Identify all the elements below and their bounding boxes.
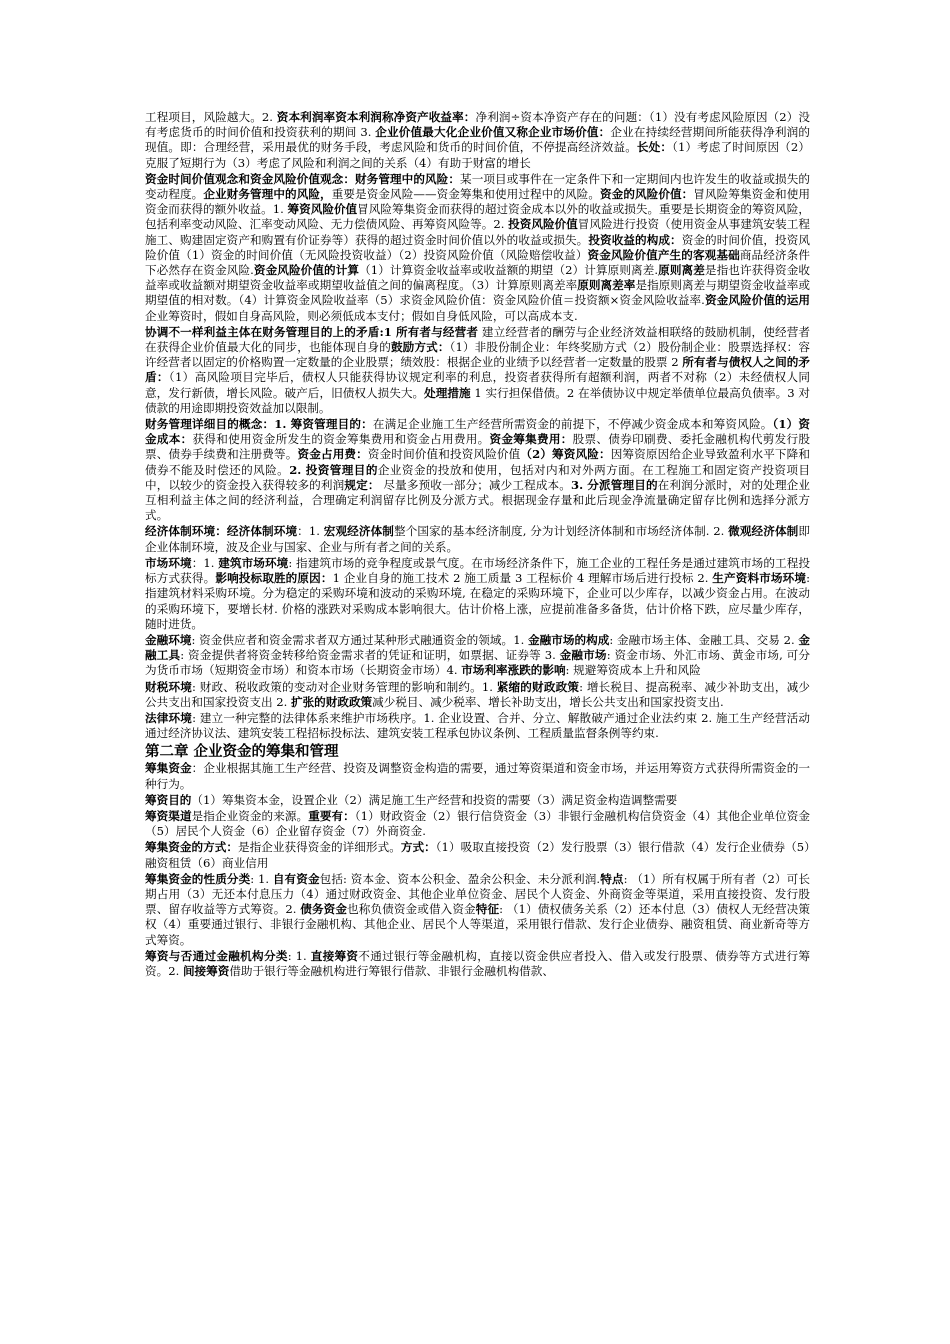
- text-run: 股票、债券印刷费、委托金融机构代剪发行股票、债券手续费和注册费等。: [145, 432, 810, 462]
- bold-term: 市场利率涨跌的影响: [461, 663, 566, 678]
- paragraph-q6: [145, 949, 810, 979]
- paragraph-q5: [145, 872, 810, 948]
- bold-term: 筹资与否通过金融机构分类: [145, 948, 288, 963]
- bold-term: 2. 投资管理目的: [289, 462, 378, 477]
- bold-term: 处理措施: [424, 385, 471, 400]
- bold-term: 重要有：: [308, 808, 355, 823]
- text-run: 某一项目或事件在一定条件下和一定期间内也许发生的收益或损失的变动程度。: [145, 171, 810, 202]
- bold-term: 原则离差: [658, 263, 705, 278]
- bold-term: 资金的风险价值：: [600, 187, 694, 202]
- text-run: : 金融市场主体、金融工具、交易 2.: [609, 632, 799, 647]
- text-run: 1 企业自身的施工技术 2 施工质量 3 工程标价 4 理解市场后进行投标 2.: [332, 571, 713, 586]
- text-run: （1）筹集资本金，设置企业（2）满足施工生产经营和投资的需要（3）满足资金构造调整需要: [191, 792, 678, 807]
- text-run: : 建立一种完整的法律体系来维护市场秩序。1. 企业设置、合并、分立、解散破产通过企业法约束 2. 施工生产经营活动通过经济协议法、建筑安装工程招标投标法、建筑安装工程承包协议条例、工程质量监督条例等约束.: [145, 710, 810, 741]
- bold-term: 经济体制环境：经济体制环境: [145, 524, 298, 539]
- text-run: 冒风险进行投资（使用资金从事建筑安装工程施工、购建固定资产和购置有价证券等）获得的超过资金时间价值以外的收益或损失。: [145, 217, 810, 247]
- text-run: 即企业体制环境，波及企业与国家、企业与所有者之间的关系。: [145, 524, 810, 554]
- bold-term: （1）资金成本：: [145, 417, 810, 447]
- text-run: 企业筹资时，假如自身高风险，则必须低成本支付；假如自身低风险，可以高成本支.: [145, 308, 578, 323]
- bold-term: 特征: [475, 902, 500, 917]
- bold-term: 扩张的财政政策: [290, 694, 373, 709]
- paragraph-q3: [145, 809, 810, 839]
- text-run: ：1.: [297, 524, 324, 539]
- text-run: 商品经济条件下必然存在资金风险.: [145, 247, 810, 278]
- bold-term: 生产资料市场环境: [712, 571, 807, 586]
- text-run: : （1）所有权属于所有者（2）可长期占用（3）无还本付息压力（4）通过财政资金、其他企业单位资金、居民个人资金、外商资金等渠道，采用直接投资、发行股票、留存收益等方式筹资。2.: [145, 871, 810, 917]
- text-run: （1）高风险项目完毕后，债权人只能获得协议规定利率的利息，投资者获得所有超额利润，两者不对称（2）未经债权人同意，发行新债，增长风险。破产后，旧债权人损失大。: [145, 370, 810, 400]
- bold-term: 筹资渠道: [145, 808, 192, 823]
- text-run: 借助于银行等金融机构进行筹银行借款、非银行金融机构借款、: [229, 963, 554, 978]
- bold-term: 筹资目的: [145, 792, 192, 807]
- bold-term: 投资收益的构成：: [588, 232, 682, 247]
- text-run: 资金的时间价值，投资风险价值（1）资金的时间价值（无风险投资收益）（2）投资风险价值（风险赔偿收益）: [145, 232, 810, 262]
- text-run: 工程项目，风险越大。2.: [145, 110, 277, 124]
- bold-term: （2）筹资风险：: [520, 447, 611, 462]
- text-run: 建立经营者的酬劳与企业经济效益相联络的鼓励机制，使经营者在获得企业价值最大化的同步，也能体现自身的: [145, 324, 811, 355]
- bold-term: 筹集资金的性质分类: [145, 871, 251, 886]
- bold-term: 筹集资金的方式：: [145, 840, 239, 855]
- bold-term: 宏观经济体制: [323, 524, 394, 539]
- text-run: ：1.: [191, 555, 219, 570]
- text-run: : 资金市场、外汇市场、黄金市场, 可分为货币市场（短期资金市场）和资本市场（长期资金市场）4.: [145, 648, 810, 678]
- bold-term: 规定：: [344, 477, 380, 492]
- text-run: 冒风险筹集资金和使用资金而获得的额外收益。1.: [145, 187, 810, 217]
- paragraph-p7: [145, 633, 810, 679]
- text-run: 1 实行担保借债。2 在举债协议中规定举债单位最高负债率。3 对债款的用途即期投资效益加以限制。: [145, 385, 810, 415]
- text-run: （1）财政资金（2）银行信贷资金（3）非银行金融机构信贷资金（4）其他企业单位资金（5）居民个人资金（6）企业留存资金（7）外商资金.: [145, 808, 810, 839]
- bold-term: 资金风险价值的计算: [253, 263, 360, 278]
- bold-term: 特点: [600, 871, 624, 886]
- text-run: （1）考虑了时间原因（2）克服了短期行为（3）考虑了风险和利润之间的关系（4）有助于财富的增长: [145, 140, 810, 170]
- text-run: 资金时间价值和投资风险价值: [367, 447, 521, 462]
- bold-term: 紧缩的财政政策: [496, 679, 580, 694]
- bold-term: 法律环境: [145, 710, 193, 725]
- chapter-heading: 第二章 企业资金的筹集和管理: [145, 743, 339, 761]
- bold-term: 投资风险价值: [508, 217, 578, 232]
- document-body-part-2: [145, 761, 810, 979]
- bold-term: 资金占用费：: [297, 447, 368, 462]
- bold-term: 金融市场的构成: [527, 632, 610, 647]
- bold-term: 金融环境: [145, 632, 192, 647]
- bold-term: 筹集资金: [145, 761, 192, 776]
- paragraph-p8: [145, 680, 810, 710]
- text-run: （1）计算资金收益率或收益额的期望（2）计算原则离差.: [359, 263, 659, 278]
- bold-term: 3. 分派管理目的: [571, 477, 658, 492]
- bold-term: 方式：: [400, 840, 436, 855]
- text-run: : 1.: [287, 948, 311, 963]
- bold-term: 间接筹资: [182, 963, 230, 978]
- paragraph-p1: [145, 110, 810, 171]
- bold-term: 微观经济体制: [728, 524, 799, 539]
- paragraph-p9: [145, 711, 810, 741]
- text-run: 因筹资原因给企业导致盈利水平下降和债券不能及时偿还的风险。: [145, 447, 810, 477]
- bold-term: 自有资金: [272, 871, 320, 886]
- paragraph-p2: [145, 172, 810, 324]
- bold-term: 原则离差率: [577, 278, 636, 293]
- bold-term: 财务管理详细目的概念：1. 筹资管理目的：: [145, 417, 373, 432]
- bold-term: 鼓励方式：: [390, 340, 450, 355]
- text-run: : 规避筹资成本上升和风险: [565, 663, 701, 678]
- bold-term: 长处：: [636, 140, 673, 155]
- text-run: : 增长税目、提高税率、减少补助支出，减少公共支出和国家投资支出 2.: [145, 679, 810, 709]
- text-run: : 指建筑材料采购环境。分为稳定的采购环境和波动的采购环境, 在稳定的采购环境下，企业可以少库存，以减少资金占用。在波动的采购环境下，要增长材. 价格的涨跌对采购成本影响很大。估计价格上涨，应提前准备多备货，估计价格下跌，应尽量少库存，随时进货。: [145, 571, 810, 631]
- text-run: 企业在持续经营期间所能获得净利润的现值。即：合理经营，采用最优的财务手段，考虑风险和货币的时间价值，不停提高经济效益。: [145, 125, 810, 155]
- text-run: （1）非股份制企业：年终奖励方式（2）股份制企业：股票选择权：容许经营者以固定的价格购置一定数量的企业股票；绩效股：根据企业的业绩予以经营者一定数量的股票 2: [145, 340, 810, 370]
- paragraph-q1: [145, 761, 810, 791]
- bold-term: 财税环境: [145, 679, 193, 694]
- document-page: [145, 110, 810, 980]
- bold-term: 企业价值最大化企业价值又称企业市场价值：: [375, 125, 611, 140]
- text-run: 重要是资金风险——资金筹集和使用过程中的风险。: [331, 187, 600, 202]
- bold-term: 企业财务管理中的风险，: [203, 187, 332, 202]
- bold-term: 资金风险价值产生的客观基础: [587, 247, 740, 262]
- text-run: 整个国家的基本经济制度, 分为计划经济体制和市场经济体制. 2.: [393, 524, 729, 539]
- text-run: : 资金提供者将资金转移给资金需求者的凭证和证明，如票据、证券等 3.: [180, 648, 560, 663]
- text-run: 企业资金的投放和使用，包括对内和对外两方面。在工程施工和固定资产投资项目中，以较少的资金投入获得较多的利润: [145, 462, 810, 492]
- document-body-part-1: [145, 110, 810, 741]
- text-run: : 资金供应者和资金需求者双方通过某种形式融通资金的领域。1.: [191, 632, 528, 647]
- text-run: 冒风险筹集资金而获得的超过资金成本以外的收益或损失。重要是长期资金的筹资风险，包括利率变动风险、汇率变动风险、无力偿债风险、再筹资风险等。2.: [145, 202, 810, 232]
- text-run: 尽量多预收一部分；减少工程成本。: [379, 477, 572, 492]
- bold-term: 所有者与债权人之间的矛盾：: [145, 355, 810, 385]
- text-run: 是指企业资金的来源。: [191, 808, 309, 823]
- paragraph-p6: [145, 556, 810, 632]
- text-run: ：企业根据其施工生产经营、投资及调整资金构造的需要，通过筹资渠道和资金市场，并运用筹资方式获得所需资金的一种行为。: [145, 761, 810, 791]
- bold-term: 筹资风险价值: [287, 202, 358, 217]
- bold-term: 影响投标取胜的原因：: [215, 571, 333, 586]
- bold-term: 金融工具: [145, 632, 810, 663]
- paragraph-q2: [145, 793, 810, 808]
- text-run: 在利润分派时，对的处理企业互相利益主体之间的经济利益，合理确定利润留存比例及分派方式。根据现金存量和此后现金净流量确定留存比例和选择分派方式。: [145, 477, 810, 523]
- text-run: 也称负债资金或借入资金: [347, 902, 476, 917]
- text-run: 是指企业获得资金的详细形式。: [238, 840, 401, 855]
- bold-term: 债务资金: [300, 902, 348, 917]
- text-run: 减少税目、减少税率、增长补助支出，增长公共支出和国家投资支出.: [372, 694, 724, 709]
- text-run: : 指建筑市场的竞争程度或景气度。在市场经济条件下，施工企业的工程任务是通过建筑市场的工程投标方式获得。: [145, 555, 810, 586]
- text-run: 不通过银行等金融机构，直接以资金供应者投入、借入或发行股票、债券等方式进行筹资。2.: [145, 948, 810, 978]
- bold-term: 资金风险价值的运用: [704, 293, 810, 308]
- bold-term: 市场环境: [145, 555, 192, 570]
- bold-term: 直接筹资: [310, 948, 359, 963]
- text-run: 是指原则离差与期望资金收益率或期望值的相对数。（4）计算资金风险收益率（5）求资金风险价值：资金风险价值＝投资额×资金风险收益率.: [145, 278, 810, 308]
- text-run: 在满足企业施工生产经营所需资金的前提下，不停减少资金成本和筹资风险。: [372, 417, 773, 432]
- paragraph-q4: [145, 840, 810, 870]
- text-run: 获得和使用资金所发生的资金筹集费用和资金占用费用。: [192, 432, 490, 447]
- bold-term: 资本利润率资本利润称净资产收益率：: [276, 110, 476, 124]
- text-run: 是指也许获得资金收益率或收益额对期望资金收益率或期望收益值之间的偏离程度。（3）计算原则离差率: [145, 263, 810, 293]
- bold-term: 资金时间价值观念和资金风险价值观念：财务管理中的风险：: [145, 171, 461, 186]
- text-run: 包括: 资本金、资本公积金、盈余公积金、未分派利润.: [319, 871, 601, 886]
- text-run: : 财政、税收政策的变动对企业财务管理的影响和制约。1.: [192, 679, 497, 694]
- text-run: : （1）债权债务关系（2）还本付息（3）债权人无经营决策权（4）重要通过银行、非银行金融机构、其他企业、居民个人等渠道，采用银行借款、发行企业债券、融资租赁、商业新奇等方式筹资。: [145, 902, 810, 947]
- text-run: （1）吸取直接投资（2）发行股票（3）银行借款（4）发行企业债券（5）融资租赁（6）商业信用: [145, 840, 810, 870]
- text-run: : 1.: [250, 871, 273, 886]
- paragraph-p4: [145, 417, 810, 523]
- paragraph-p5: [145, 524, 810, 554]
- bold-term: 协调不一样利益主体在财务管理目的上的矛盾:1 所有者与经营者: [145, 324, 479, 339]
- bold-term: 资金筹集费用：: [489, 432, 573, 447]
- bold-term: 金融市场: [559, 648, 607, 663]
- paragraph-p3: [145, 325, 810, 416]
- text-run: 净利润÷资本净资产存在的问题：（1）没有考虑风险原因（2）没有考虑货币的时间价值和投资获利的期间 3.: [145, 110, 810, 140]
- bold-term: 建筑市场环境: [218, 555, 289, 570]
